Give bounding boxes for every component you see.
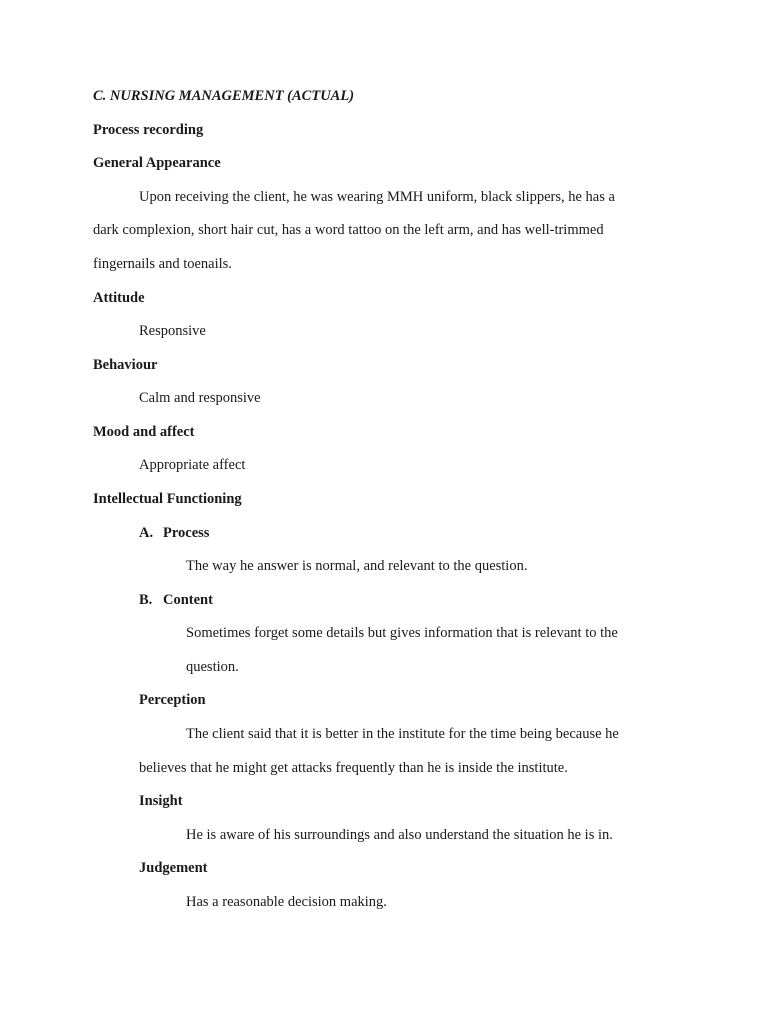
general-appearance-heading: General Appearance (93, 155, 221, 171)
perception-line-1: The client said that it is better in the institute for the time being because he (186, 726, 619, 742)
perception-heading: Perception (139, 692, 206, 708)
process-heading: Process (163, 525, 210, 541)
process-recording-heading: Process recording (93, 122, 204, 138)
section-title: C. NURSING MANAGEMENT (ACTUAL) (93, 88, 355, 104)
attitude-text: Responsive (139, 323, 206, 339)
intellectual-functioning-heading: Intellectual Functioning (93, 491, 242, 507)
general-appearance-line-1: Upon receiving the client, he was wearing MMH uniform, black slippers, he has a (139, 189, 615, 205)
process-subheading (139, 524, 209, 542)
insight-heading: Insight (139, 793, 183, 809)
content-heading: Content (163, 592, 213, 608)
content-subheading (139, 591, 213, 609)
content-line-1: Sometimes forget some details but gives information that is relevant to the (186, 625, 618, 641)
mood-heading: Mood and affect (93, 424, 195, 440)
behaviour-text: Calm and responsive (139, 390, 261, 406)
general-appearance-line-2: dark complexion, short hair cut, has a word tattoo on the left arm, and has well-trimmed (93, 222, 604, 238)
insight-text: He is aware of his surroundings and also understand the situation he is in. (186, 827, 613, 843)
content-marker: B. (139, 592, 153, 608)
judgement-heading: Judgement (139, 860, 208, 876)
general-appearance-line-3: fingernails and toenails. (93, 256, 232, 272)
content-line-2: question. (186, 659, 239, 675)
mood-text: Appropriate affect (139, 457, 246, 473)
judgement-text: Has a reasonable decision making. (186, 894, 387, 910)
process-text: The way he answer is normal, and relevant to the question. (186, 558, 528, 574)
perception-line-2: believes that he might get attacks frequently than he is inside the institute. (139, 760, 568, 776)
attitude-heading: Attitude (93, 290, 145, 306)
behaviour-heading: Behaviour (93, 357, 158, 373)
process-marker: A. (139, 525, 154, 541)
